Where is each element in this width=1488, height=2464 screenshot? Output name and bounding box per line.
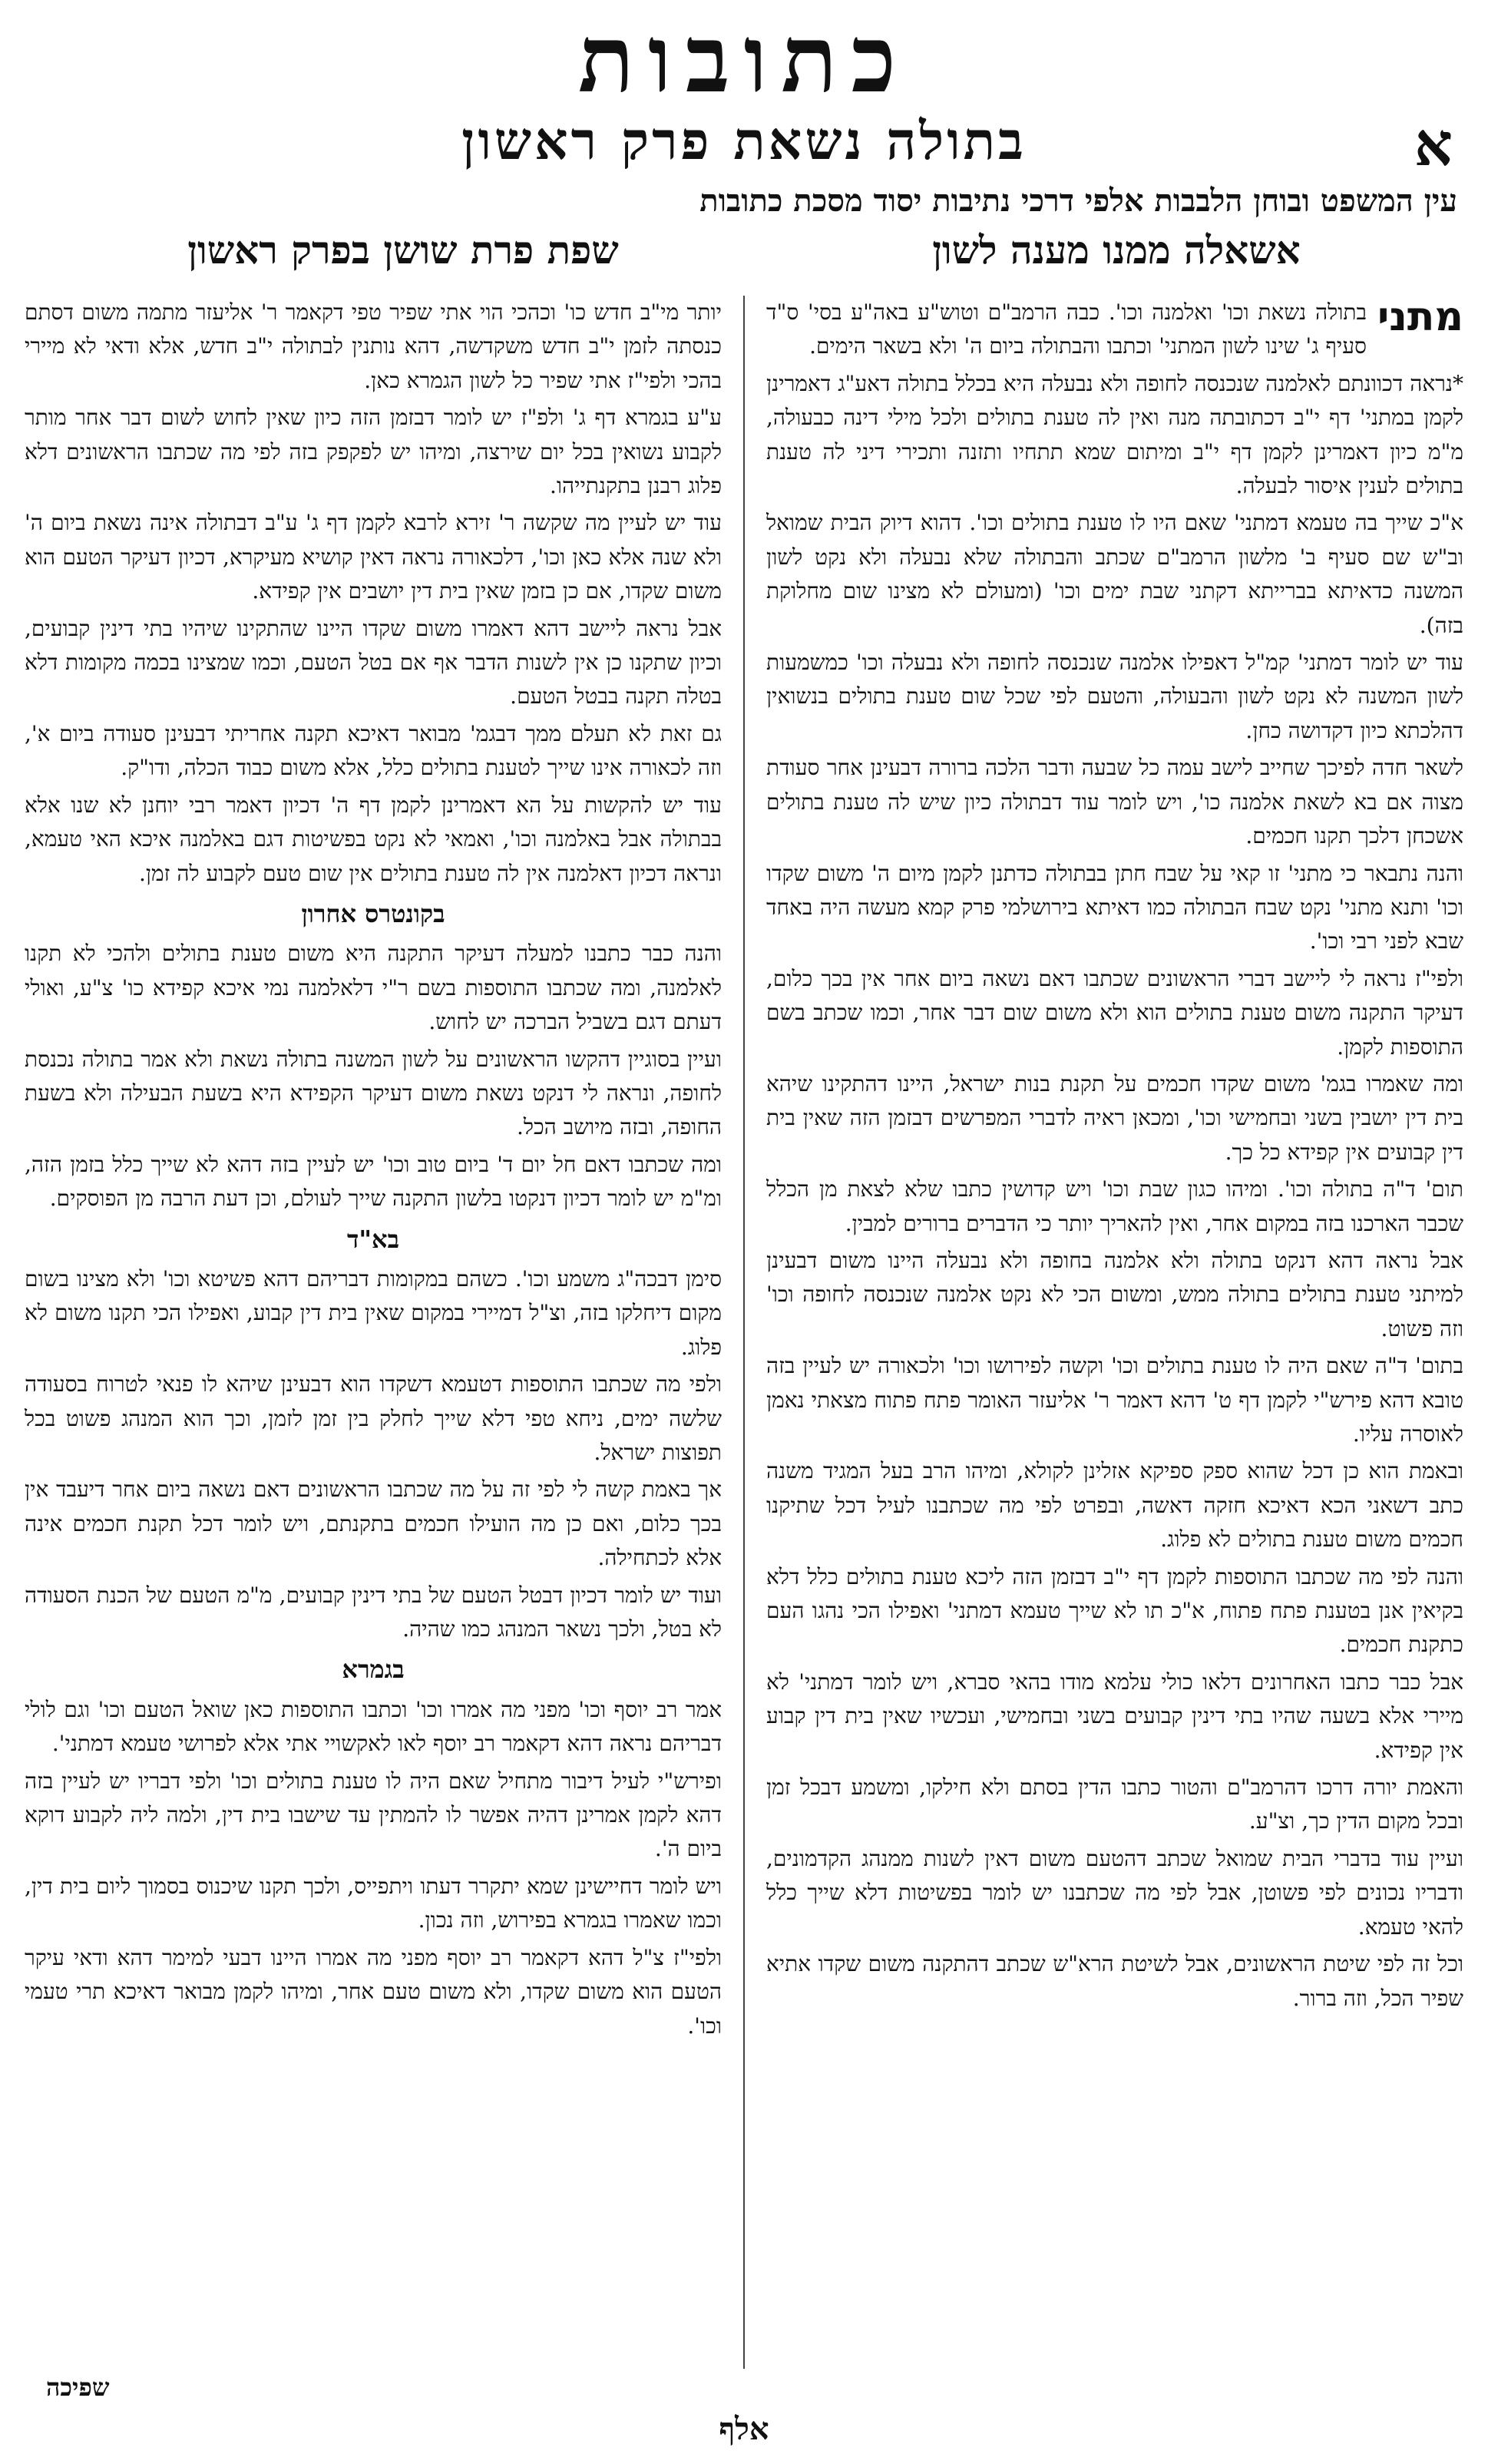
commentary-paragraph: אמר רב יוסף וכו' מפני מה אמרו וכו' וכתבו התוספות כאן שואל הטעם וכו' וגם לולי דבריהם נראה דהא דקאמר רב יוסף לאו לאקשויי אתי אלא לפרושי טעמא דמתני'. (25, 1696, 722, 1757)
commentary-titles: עין המשפט ובוחן הלבבות אלפי דרכי נתיבות יסוד מסכת כתובות (699, 183, 1457, 219)
commentary-paragraph: עוד יש לומר דמתני' קמ"ל דאפילו אלמנה שנכנסה לחופה ולא נבעלה וכו' כמשמעות לשון המשנה לא נקט לשון והבעולה, והטעם לפי שכל שום טענת בתולים בנשואין דהלכתא כיון דקדושה כחן. (766, 650, 1463, 743)
commentary-paragraph: גם זאת לא תעלם ממך דבגמ' מבואר דאיכא תקנה אחריתי דבעינן סעודה ביום א', וזה לכאורה אינו שייך לטענת בתולים כלל, אלא משום כבוד הכלה, ודו"ק. (25, 720, 722, 781)
left-commentary-column (25, 296, 722, 2361)
page-signature: אלף (719, 2411, 769, 2447)
right-commentary-column (766, 296, 1463, 2361)
commentary-paragraph: ולפי"ז צ"ל דהא דקאמר רב יוסף מפני מה אמרו היינו דבעי למימר דהא ודאי עיקר הטעם הוא משום שקדו, ולא משום טעם אחר, ומיהו לקמן מבואר דאיכא תרי טעמי וכו'. (25, 1944, 722, 2039)
commentary-paragraph: עוד יש להקשות על הא דאמרינן לקמן דף ה' דכיון דאמר רבי יוחנן לא שנו אלא בבתולה אבל באלמנה וכו', ואמאי לא נקט בפשיטות דגם באלמנה איכא האי טעמא, ונראה דכיון דאלמנה אין לה טענת בתולים אין שום טעם לקבוע לה זמן. (25, 792, 722, 886)
commentary-paragraph: ועוד יש לומר דכיון דבטל הטעם של בתי דינין קבועים, מ"מ הטעם של הכנת הסעודה לא בטל, ולכך נשאר המנהג כמו שהיה. (25, 1582, 722, 1642)
commentary-paragraph: ובאמת הוא כן דכל שהוא ספק ספיקא אזלינן לקולא, ומיהו הרב בעל המגיד משנה כתב דשאני הכא דאיכא חזקה דאשה, ובפרט לפי מה שכתבנו לעיל דכל שתיקנו חכמים משום טענת בתולים לא פלוג. (766, 1458, 1463, 1553)
commentary-paragraph: יותר מי"ב חדש כו' וכהכי הוי אתי שפיר טפי דקאמר ר' אליעזר מתמה משום דסתם כנסתה לזמן י"ב חדש משקדשה, דהא נותנין לבתולה י"ב חדש, אלא ודאי לא מיירי בהכי ולפי"ז אתי שפיר כל לשון הגמרא כאן. (25, 299, 722, 393)
left-commentary-subtitle: שפת פרת שושן בפרק ראשון (187, 227, 619, 273)
folio-letter: א (1414, 110, 1453, 180)
commentary-paragraph: תום' ד"ה בתולה וכו'. ומיהו כגון שבת וכו' ויש קדושין כתבו שלא לצאת מן הכלל שכבר הארכנו בזה במקום אחר, ואין להאריך יותר כי הדברים ברורים למבין. (766, 1176, 1463, 1236)
commentary-paragraph: לשאר חדה לפיכך שחייב לישב עמה כל שבעה ודבר הלכה ברורה דבעינן אחר סעודת מצוה אם בא לשאת אלמנה כו', ויש לומר עוד דבתולה כיון שיש לה טענת בתולים אשכחן דלכך תקנו חכמים. (766, 755, 1463, 849)
commentary-paragraph: ומה שכתבו דאם חל יום ד' ביום טוב וכו' יש לעיין בזה דהא לא שייך כלל בזמן הזה, ומ"מ יש לומר דכיון דנקטו בלשון התקנה שייך לעולם, וכן דעת הרבה מן הפוסקים. (25, 1151, 722, 1212)
commentary-paragraph: בתולה נשאת וכו' ואלמנה וכו'. כבה הרמב"ם וטוש"ע באה"ע בסי' ס"ד סעיף ג' שינו לשון המתני' וכתבו והבתולה ביום ה' ולא בשאר הימים. (766, 299, 1367, 359)
chapter-heading: בתולה נשאת פרק ראשון (461, 111, 1027, 172)
commentary-paragraph: וכל זה לפי שיטת הראשונים, אבל לשיטת הרא"ש שכתב דהתקנה משום שקדו אתיא שפיר הכל, וזה ברור. (766, 1951, 1463, 2011)
section-heading: בא"ד (346, 1224, 400, 1254)
right-commentary-subtitle: אשאלה ממנו מענה לשון (932, 227, 1301, 273)
commentary-paragraph: אבל כבר כתבו האחרונים דלאו כולי עלמא מודו בהאי סברא, ויש לומר דמתני' לא מיירי אלא בשעה שהיו בתי דינין קבועים בשני ובחמישי, ועכשיו שאין בית דין קבוע אין קפידא. (766, 1669, 1463, 1763)
commentary-paragraph: אך באמת קשה לי לפי זה על מה שכתבו הראשונים דאם נשאה ביום אחר דיעבד אין בכך כלום, ואם כן מה הועילו חכמים בתקנתם, ויש לומר דכל תקנת חכמים אינה אלא לכתחילה. (25, 1477, 722, 1571)
commentary-paragraph: אבל נראה ליישב דהא דאמרו משום שקדו היינו שהתקינו שיהיו בתי דינין קבועים, וכיון שתקנו כן אין לשנות הדבר אף אם בטל הטעם, וכמו שמצינו בכמה מקומות דלא בטלה תקנה בבטל הטעם. (25, 615, 722, 709)
commentary-paragraph: עוד יש לעיין מה שקשה ר' זירא לרבא לקמן דף ג' ע"ב דבתולה אינה נשאת ביום ה' ולא שנה אלא כאן וכו', דלכאורה נראה דאין קושיא מעיקרא, דכיון דעיקר הטעם הוא משום שקדו, אם כן בזמן שאין בית דין יושבים אין קפידא. (25, 510, 722, 604)
commentary-paragraph: סימן דבכה"ג משמע וכו'. כשהם במקומות דבריהם דהא פשיטא וכו' ולא מצינו בשום מקום דיחלקו בזה, וצ"ל דמיירי במקום שאין בית דין קבוע, ואפילו הכי תקנו משום לא פלוג. (25, 1265, 722, 1360)
commentary-paragraph: והנה לפי מה שכתבו התוספות לקמן דף י"ב דבזמן הזה ליכא טענת בתולים כלל דלא בקיאין אנן בטענת פתח פתוח, א"כ תו לא שייך טעמא דמתני' ואפילו הכי נהגו העם כתקנת חכמים. (766, 1563, 1463, 1658)
section-heading: בקונטרס אחרון (301, 898, 445, 928)
commentary-paragraph: ולפי מה שכתבו התוספות דטעמא דשקדו הוא דבעינן שיהא לו פנאי לטרוח בסעודה שלשה ימים, ניחא טפי דלא שייך לחלק בין זמן לזמן, וכך הוא המנהג פשוט בכל תפוצות ישראל. (25, 1371, 722, 1465)
commentary-paragraph: ועיין בסוגיין דהקשו הראשונים על לשון המשנה בתולה נשאת ולא אמר בתולה נכנסת לחופה, ונראה לי דנקט נשאת משום דעיקר הקפידא היא בשעת הבעילה ולא בשעת החופה, ובזה מיושב הכל. (25, 1046, 722, 1140)
commentary-paragraph: בתום' ד"ה שאם היה לו טענת בתולים וכו' וקשה לפירושו וכו' ולכאורה יש לעיין בזה טובא דהא פירש"י לקמן דף ט' דהא דאמר ר' אליעזר האומר פתח פתוח מצאתי נאמן לאוסרה עליו. (766, 1353, 1463, 1447)
commentary-paragraph: ע"ע בגמרא דף ג' ולפ"ז יש לומר דבזמן הזה כיון שאין לחוש לשום דבר אחר מותר לקבוע נשואין בכל יום שירצה, ומיהו יש לפקפק בזה לפי מה שכתבו הראשונים דלא פלוג רבנן בתקנתייהו. (25, 405, 722, 499)
commentary-paragraph: ולפי"ז נראה לי ליישב דברי הראשונים שכתבו דאם נשאה ביום אחר אין בכך כלום, דעיקר התקנה משום טענת בתולים הוא ולא משום שום דבר אחר, וכמו שכתב בשם התוספות לקמן. (766, 965, 1463, 1060)
mishnah-start-word: מתני (1377, 296, 1463, 340)
tractate-title: כתובות (577, 5, 911, 114)
catchword: שפיכה (46, 2373, 110, 2402)
commentary-paragraph: ופירש"י לעיל דיבור מתחיל שאם היה לו טענת בתולים וכו' ולפי דבריו יש לעיין בזה דהא לקמן אמרינן דהיה אפשר לו להמתין עד שישבו בית דין, ולמה ליה לקבוע דוקא ביום ה'. (25, 1768, 722, 1862)
commentary-paragraph: *נראה דכוונתם לאלמנה שנכנסה לחופה ולא נבעלה היא בכלל בתולה דאע"ג דאמרינן לקמן במתני' דף י"ב דכתובתה מנה ואין לה טענת בתולים ולכל מילי דינה כבעולה, מ"מ כיון דאמרינן לקמן דף י"ב ומיתום שמא תתחיו ותזנה ותכירי דיני לה טענת בתולים לענין איסור לבעלה. (766, 370, 1463, 499)
commentary-paragraph: א"כ שייך בה טעמא דמתני' שאם היו לו טענת בתולים וכו'. דהוא דיוק הבית שמואל וב"ש שם סעיף ב' מלשון הרמב"ם שכתב והבתולה שלא נבעלה ולא נקט לשון המשנה כדאיתא בברייתא דקתני שבת ימים וכו' (ומעולם לא מצינו שום מחלוקת בזה). (766, 510, 1463, 638)
commentary-paragraph: ויש לומר דחיישינן שמא יתקרר דעתו ויתפייס, ולכך תקנו שיכנוס בסמוך ליום בית דין, וכמו שאמרו בגמרא בפירוש, וזה נכון. (25, 1873, 722, 1933)
commentary-paragraph: ועיין עוד בדברי הבית שמואל שכתב דהטעם משום דאין לשנות ממנהג הקדמונים, ודבריו נכונים לפי פשוטן, אבל לפי מה שכתבנו יש לומר בפשיטות דלא שייך כלל להאי טעמא. (766, 1845, 1463, 1940)
section-heading: בגמרא (342, 1655, 405, 1685)
commentary-paragraph: והנה נתבאר כי מתני' זו קאי על שבח חתן בבתולה כדתנן לקמן מיום ה' משום שקדו וכו' ותנא מתני' נקט שבח הבתולה כמו דאיתא בירושלמי פרק קמא מעשה היה באחד שבא לפני רבי וכו'. (766, 860, 1463, 954)
commentary-paragraph: ומה שאמרו בגמ' משום שקדו חכמים על תקנת בנות ישראל, היינו דהתקינו שיהא בית דין יושבין בשני ובחמישי וכו', ומכאן ראיה לדברי המפרשים דבזמן הזה שאין בית דין קבועים אין קפידא כל כך. (766, 1070, 1463, 1165)
column-divider (743, 296, 745, 2369)
commentary-paragraph: אבל נראה דהא דנקט בתולה ולא אלמנה בחופה ולא נבעלה היינו משום דבעינן למיתני טענת בתולים בתולה ממש, ומשום הכי לא נקט אלמנה שנכנסה לחופה וכו' וזה פשוט. (766, 1247, 1463, 1341)
commentary-paragraph: והנה כבר כתבנו למעלה דעיקר התקנה היא משום טענת בתולים ולהכי לא תקנו לאלמנה, ומה שכתבו התוספות בשם ר"י דלאלמנה נמי איכא קפידא כו' צ"ע, ואולי דעתם דגם בשביל הברכה יש לחוש. (25, 941, 722, 1035)
commentary-subtitle-row (31, 229, 1457, 271)
commentary-paragraph: והאמת יורה דרכו דהרמב"ם והטור כתבו הדין בסתם ולא חילקו, ומשמע דבכל זמן ובכל מקום הדין כך, וצ"ע. (766, 1774, 1463, 1834)
